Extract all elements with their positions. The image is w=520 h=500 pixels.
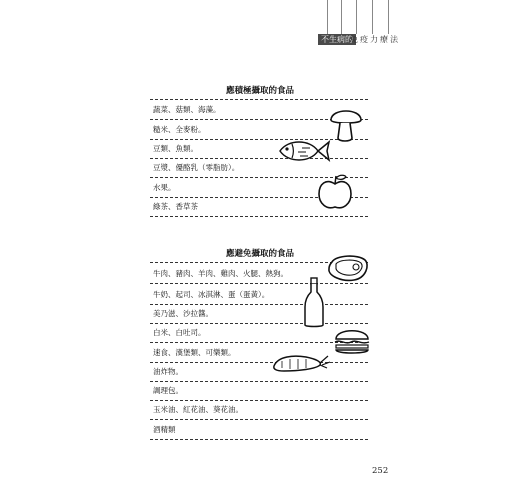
list-item: 豆漿、優酪乳（零脂肪）。 [153, 163, 240, 172]
header-rule [372, 0, 373, 34]
divider [150, 400, 368, 401]
header-rule [327, 0, 328, 34]
list-item: 蔬菜、菇類、海藻。 [153, 105, 221, 114]
header-badge: 不生病的 [318, 34, 356, 45]
header-rule [341, 0, 342, 34]
divider [150, 304, 368, 305]
bottle-icon [300, 277, 328, 329]
list-item: 豆類、魚類。 [153, 144, 198, 153]
divider [150, 99, 368, 100]
list-item: 酒精類 [153, 425, 176, 434]
divider [150, 158, 368, 159]
fish-icon [276, 137, 332, 165]
list-item: 白米、白吐司。 [153, 328, 206, 337]
apple-icon [316, 172, 354, 212]
fried-shrimp-icon [270, 350, 332, 374]
divider [150, 216, 368, 217]
list-item: 玉米油、紅花油、葵花油。 [153, 405, 243, 414]
header-rule [388, 0, 389, 34]
list-item: 油炸物。 [153, 367, 183, 376]
list-item: 調理包。 [153, 386, 183, 395]
header-title: 免疫力療法 [350, 35, 400, 44]
list-item: 速食、漢堡類、可樂類。 [153, 348, 236, 357]
mushroom-icon [328, 102, 364, 144]
section-title-eat: 應積極攝取的食品 [225, 86, 294, 96]
divider [150, 439, 368, 440]
list-item: 水果。 [153, 183, 176, 192]
list-item: 糙米、全麥粉。 [153, 125, 206, 134]
hamburger-icon [333, 326, 371, 356]
page-number: 252 [372, 466, 389, 476]
divider [150, 419, 368, 420]
divider [150, 381, 368, 382]
list-item: 綠茶、香草茶 [153, 202, 198, 211]
list-item: 美乃滋、沙拉醬。 [153, 309, 213, 318]
divider [150, 323, 368, 324]
section-title-avoid: 應避免攝取的食品 [225, 249, 294, 259]
list-item: 牛肉、豬肉、羊肉、雞肉、火腿、熱狗。 [153, 269, 288, 278]
divider [150, 362, 368, 363]
header-rule [356, 0, 357, 34]
steak-icon [326, 252, 370, 284]
list-item: 牛奶、起司、冰淇淋、蛋（蛋黃）。 [153, 290, 270, 299]
